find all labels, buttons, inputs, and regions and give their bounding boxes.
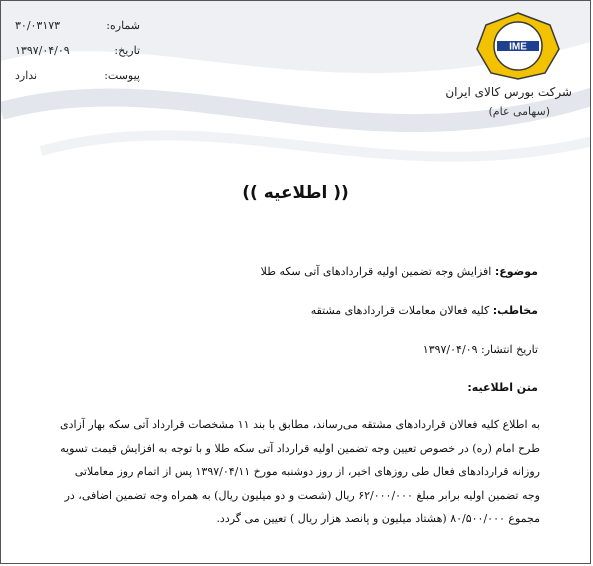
addressee-label: مخاطب: <box>492 304 538 317</box>
body-line: مجموع ۸۰/۵۰۰/۰۰۰ (هشتاد میلیون و پانصد هزار ریال ) تعیین می گردد. <box>216 512 540 525</box>
addressee-value: کلیه فعالان معاملات قراردادهای مشتقه <box>310 304 490 317</box>
body-line: طرح امام (ره) در خصوص تعیین وجه تضمین اولیه قرارداد آتی سکه طلا و با توجه به افزایش قیمت تسویه <box>60 441 540 455</box>
ime-logo <box>475 11 561 81</box>
announcement-title: (( اطلاعیه )) <box>242 183 349 203</box>
publish-date-value: ۱۳۹۷/۰۴/۰۹ <box>422 343 478 356</box>
number-label: شماره: <box>106 19 140 32</box>
body-paragraph <box>49 413 540 531</box>
body-line: به اطلاع کلیه فعالان قراردادهای مشتقه می‌رساند، مطابق با بند ۱۱ مشخصات قرارداد آتی سکه بهار آزادی <box>59 418 540 431</box>
meta-date <box>15 38 140 63</box>
date-value: ۱۳۹۷/۰۴/۰۹ <box>15 44 70 57</box>
publish-date-row <box>423 343 538 356</box>
publish-date-label: تاریخ انتشار: <box>480 343 538 356</box>
date-label: تاریخ: <box>114 44 140 57</box>
subject-row <box>261 265 538 278</box>
body-line: وجه تضمین اولیه برابر مبلغ ۶۲/۰۰۰/۰۰۰ ریال (شصت و دو میلیون ریال) به همراه وجه تضمین اضافی، در <box>64 488 540 502</box>
body-line: روزانه قراردادهای فعال طی روزهای اخیر، از روز دوشنبه مورخ ۱۳۹۷/۰۴/۱۱ پس از اتمام روز معاملاتی <box>74 465 540 478</box>
logo-text: IME <box>509 41 527 53</box>
meta-attachment <box>15 63 140 88</box>
company-block <box>445 85 572 118</box>
body-heading: متن اطلاعیه: <box>467 381 538 394</box>
company-name: شرکت بورس کالای ایران <box>445 85 572 99</box>
body-heading-row <box>467 381 538 394</box>
meta-number <box>15 13 140 38</box>
letter-meta <box>15 13 140 88</box>
subject-value: افزایش وجه تضمین اولیه قراردادهای آتی سکه طلا <box>260 265 492 278</box>
subject-label: موضوع: <box>494 265 538 278</box>
attachment-value: ندارد <box>15 69 38 82</box>
number-value: ۳۰/۰۳۱۷۳ <box>15 19 61 32</box>
addressee-row <box>311 304 538 317</box>
company-type: (سهامی عام) <box>488 105 550 118</box>
attachment-label: پیوست: <box>104 69 140 82</box>
